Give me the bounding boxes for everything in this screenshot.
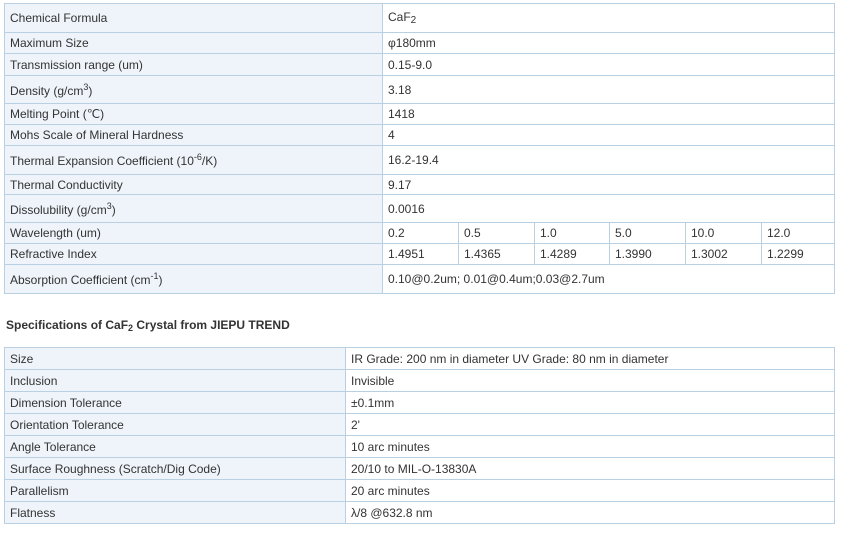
refractive-index-cell: 1.4289: [535, 244, 610, 265]
row-thermal-expansion: [5, 146, 835, 175]
row-melting-point: [5, 104, 835, 125]
spec-label: Inclusion: [5, 370, 346, 392]
spec-row: [5, 502, 835, 524]
wavelength-cell: 12.0: [762, 223, 835, 244]
label-absorption-main: Absorption Coefficient (cm: [10, 273, 151, 287]
label-absorption-end: ): [158, 273, 163, 287]
value-dissolubility: 0.0016: [383, 195, 835, 223]
label-maximum-size: Maximum Size: [5, 33, 383, 54]
spec-row: [5, 370, 835, 392]
label-transmission-range: Transmission range (um): [5, 54, 383, 76]
label-dissolubility-sup: 3: [106, 200, 112, 211]
spec-value: 2': [346, 414, 835, 436]
row-thermal-conductivity: [5, 175, 835, 195]
spec-row: [5, 414, 835, 436]
spec-value: 20/10 to MIL-O-13830A: [346, 458, 835, 480]
spec-label: Surface Roughness (Scratch/Dig Code): [5, 458, 346, 480]
label-dissolubility-main: Dissolubility (g/cm: [10, 202, 107, 217]
spec-heading-suffix: Crystal from JIEPU TREND: [133, 318, 290, 332]
label-thermal-conductivity: Thermal Conductivity: [5, 175, 383, 195]
spec-label: Flatness: [5, 502, 346, 524]
label-refractive-index: Refractive Index: [5, 244, 383, 265]
label-dissolubility-end: ): [111, 202, 116, 217]
label-dissolubility: [5, 195, 383, 223]
label-thermal-expansion: [5, 146, 383, 175]
row-transmission-range: [5, 54, 835, 76]
wavelength-cell: 0.5: [459, 223, 535, 244]
formula-subscript: 2: [410, 15, 417, 26]
row-density: [5, 76, 835, 104]
wavelength-cell: 0.2: [383, 223, 459, 244]
spec-label: Parallelism: [5, 480, 346, 502]
row-mohs-hardness: [5, 125, 835, 146]
value-thermal-conductivity: 9.17: [383, 175, 835, 195]
properties-table: [4, 3, 835, 294]
spec-label: Size: [5, 348, 346, 370]
label-melting-point: Melting Point (℃): [5, 104, 383, 125]
spec-value: Invisible: [346, 370, 835, 392]
spec-row: [5, 458, 835, 480]
spec-row: [5, 348, 835, 370]
label-wavelength: Wavelength (um): [5, 223, 383, 244]
spec-value: 20 arc minutes: [346, 480, 835, 502]
wavelength-cell: 5.0: [610, 223, 686, 244]
row-wavelength: [5, 223, 835, 244]
row-absorption: [5, 265, 835, 294]
value-thermal-expansion: 16.2-19.4: [383, 146, 835, 175]
label-thermal-expansion-end: /K): [201, 154, 218, 168]
spec-heading-prefix: Specifications of CaF: [6, 318, 129, 332]
label-density: [5, 76, 383, 104]
wavelength-cell: 10.0: [686, 223, 762, 244]
spec-heading: [6, 318, 290, 333]
refractive-index-cell: 1.4951: [383, 244, 459, 265]
spec-value: λ/8 @632.8 nm: [346, 502, 835, 524]
spec-label: Dimension Tolerance: [5, 392, 346, 414]
row-chemical-formula: [5, 4, 835, 33]
refractive-index-cell: 1.3002: [686, 244, 762, 265]
label-absorption: [5, 265, 383, 294]
formula-main: CaF: [388, 10, 411, 24]
spec-label: Orientation Tolerance: [5, 414, 346, 436]
refractive-index-cell: 1.3990: [610, 244, 686, 265]
refractive-index-cell: 1.2299: [762, 244, 835, 265]
value-absorption: 0.10@0.2um; 0.01@0.4um;0.03@2.7um: [383, 265, 835, 294]
spec-value: ±0.1mm: [346, 392, 835, 414]
value-mohs-hardness: 4: [383, 125, 835, 146]
spec-row: [5, 392, 835, 414]
label-chemical-formula: Chemical Formula: [5, 4, 383, 33]
row-maximum-size: [5, 33, 835, 54]
spec-value: 10 arc minutes: [346, 436, 835, 458]
label-thermal-expansion-sup: -6: [193, 152, 202, 162]
label-density-main: Density (g/cm: [10, 83, 84, 98]
spec-label: Angle Tolerance: [5, 436, 346, 458]
wavelength-cell: 1.0: [535, 223, 610, 244]
spec-row: [5, 436, 835, 458]
label-density-sup: 3: [83, 81, 89, 92]
value-chemical-formula: [383, 4, 835, 33]
refractive-index-cell: 1.4365: [459, 244, 535, 265]
label-thermal-expansion-main: Thermal Expansion Coefficient (10: [10, 154, 194, 168]
row-refractive-index: [5, 244, 835, 265]
value-transmission-range: 0.15-9.0: [383, 54, 835, 76]
specs-table: [4, 347, 835, 524]
value-density: 3.18: [383, 76, 835, 104]
label-density-end: ): [88, 83, 93, 98]
spec-row: [5, 480, 835, 502]
value-maximum-size: φ180mm: [383, 33, 835, 54]
label-mohs-hardness: Mohs Scale of Mineral Hardness: [5, 125, 383, 146]
spec-heading-sub: 2: [128, 323, 134, 333]
value-melting-point: 1418: [383, 104, 835, 125]
label-absorption-sup: -1: [150, 271, 159, 281]
row-dissolubility: [5, 195, 835, 223]
spec-value: IR Grade: 200 nm in diameter UV Grade: 80 nm in diameter: [346, 348, 835, 370]
